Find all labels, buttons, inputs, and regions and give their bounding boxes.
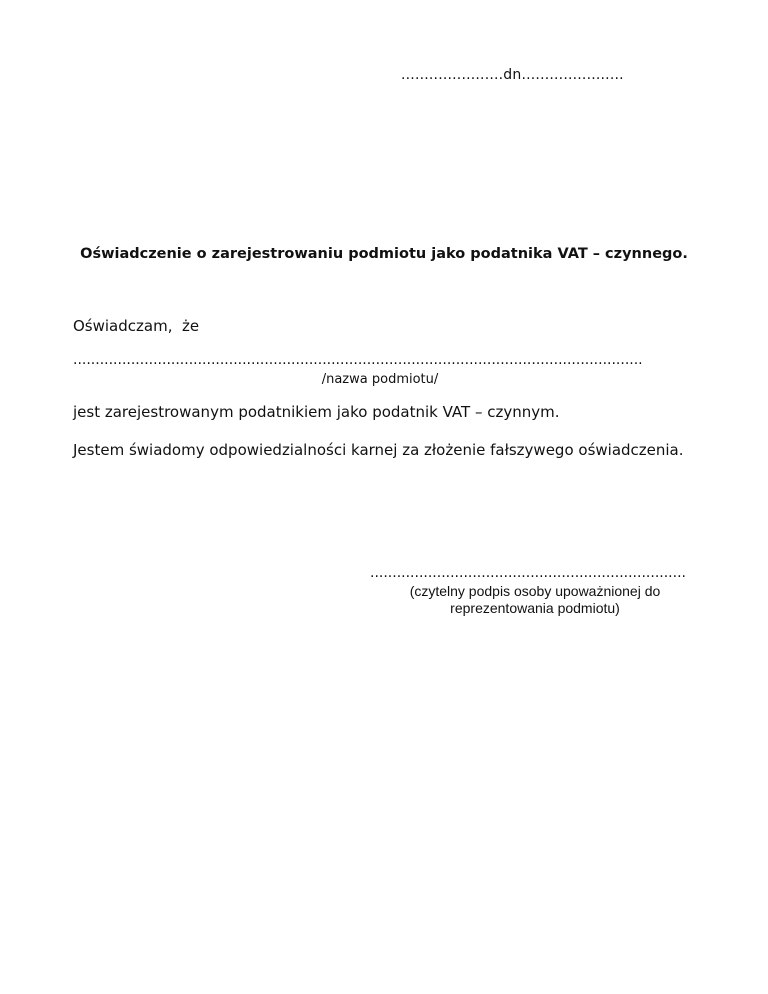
entity-name-caption: /nazwa podmiotu/ <box>321 372 439 387</box>
place-date-line: ......................dn...................... <box>401 67 624 83</box>
document-title: Oświadczenie o zarejestrowaniu podmiotu jako podatnika VAT – czynnego. <box>80 246 688 262</box>
declaration-intro: Oświadczam, że <box>73 317 200 335</box>
signature-caption: (czytelny podpis osoby upoważnionej do reprezentowania podmiotu) <box>409 583 661 616</box>
liability-statement: Jestem świadomy odpowiedzialności karnej za złożenie fałszywego oświadczenia. <box>73 441 684 459</box>
entity-name-field-line: ................................................................................................................................ <box>73 352 643 368</box>
signature-line: ....................................................................... <box>370 565 686 581</box>
registration-statement: jest zarejestrowanym podatnikiem jako podatnik VAT – czynnym. <box>73 403 560 421</box>
